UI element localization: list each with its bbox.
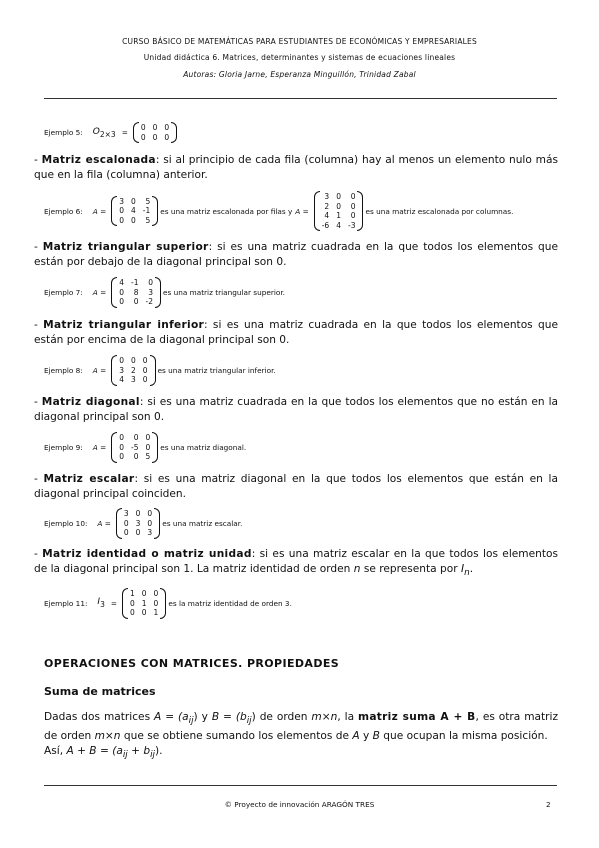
right-bracket (150, 355, 156, 386)
matrix-lhs-2: A = (295, 206, 309, 216)
period: . (469, 563, 474, 575)
term: Matriz triangular inferior (43, 319, 205, 331)
example-10 (44, 508, 242, 539)
matrix-entry: 0 (336, 192, 341, 201)
matrix-entry: 0 (131, 215, 136, 225)
subscript-ij: ij (122, 750, 128, 761)
conjunction: y (201, 711, 208, 723)
paren: ) (193, 711, 198, 723)
suma-text: Dadas dos matrices (44, 711, 151, 723)
matrix-entries (117, 355, 149, 386)
matrix-entry: 0 (141, 589, 147, 598)
matrix-entry: 0 (123, 518, 129, 528)
matrix-entry: 0 (145, 433, 151, 442)
example-label: Ejemplo 5: (44, 128, 83, 137)
example-9 (44, 432, 246, 463)
example-5 (44, 122, 179, 143)
section-title: OPERACIONES CON MATRICES. PROPIEDADES (44, 657, 340, 670)
matrix-entry: 4 (131, 206, 136, 216)
definition-escalonada: - Matriz escalonada: si al principio de cada fila (columna) hay al menos un elemento nulo más que en la fila (columna) anterior. (34, 154, 558, 181)
example-label: Ejemplo 9: (44, 442, 83, 452)
matrix-lhs: A = (92, 442, 107, 452)
right-bracket (152, 196, 158, 227)
matrix-entry: 0 (133, 433, 139, 442)
matrix-entry: 4 (119, 375, 124, 384)
matrix-entry: 0 (350, 201, 356, 211)
matrix-entry: 0 (131, 356, 136, 365)
matrix (111, 355, 155, 386)
definition-triangular-inferior: - Matriz triangular inferior: si es una matriz cuadrada en la que todos los elementos que están por encima de la diagonal principal son 0. (34, 319, 558, 346)
equals-sign: = (110, 598, 117, 608)
paren: ). (154, 745, 163, 758)
matrix-entry: 0 (142, 365, 148, 375)
matrix-entry: 0 (119, 452, 124, 461)
matrix-entry: 1 (141, 598, 147, 608)
matrix-entry: 0 (164, 132, 170, 142)
matrix-entry: 3 (131, 375, 136, 384)
matrix-entry: 3 (135, 518, 141, 528)
footer-credit: © Proyecto de innovación ARAGÓN TRES (224, 800, 375, 809)
matrix-entries (122, 508, 154, 539)
right-bracket (152, 432, 158, 463)
example-text: es una matriz escalonada por filas y (160, 206, 293, 216)
definition-text: : si es una matriz cuadrada en la que todos los elementos que están por encima de la diagonal principal son 0. (34, 319, 558, 346)
example-label: Ejemplo 8: (44, 365, 83, 375)
matrix-entry: 0 (135, 528, 141, 537)
matrix-entry: 3 (119, 196, 124, 206)
suma-text: de orden (259, 711, 308, 723)
matrix-entry: 0 (119, 433, 124, 442)
matrix-entry: 0 (119, 287, 124, 297)
definition-text-2: se representa por (363, 563, 458, 575)
matrix-entry: 0 (119, 215, 124, 225)
matrix-entry: 5 (145, 452, 151, 461)
matrix-entry: 1 (129, 589, 135, 598)
header-course-title: CURSO BÁSICO DE MATEMÁTICAS PARA ESTUDIANTES DE ECONÓMICAS Y EMPRESARIALES (122, 37, 477, 46)
matrix-entry: 3 (123, 509, 129, 518)
suma-paragraph (44, 710, 558, 763)
definition-text: : si es una matriz cuadrada en la que todos los elementos que están por debajo de la diagonal principal son 0. (34, 241, 558, 268)
header-unit-title: Unidad didáctica 6. Matrices, determinantes y sistemas de ecuaciones lineales (143, 53, 456, 62)
matrix-entry: 3 (148, 287, 153, 297)
matrix-entry: 0 (135, 509, 141, 518)
definition-text: : si al principio de cada fila (columna) hay al menos un elemento nulo más que en la fila (columna) anterior. (34, 154, 558, 181)
suma-text: , es otra matriz de orden (44, 711, 559, 743)
matrix-entry: 0 (153, 598, 159, 608)
matrix-entry: 3 (324, 192, 330, 201)
sum-expression: A + B = (a (66, 745, 123, 758)
matrix-entry: -6 (321, 220, 330, 230)
matrix-entry: -1 (142, 206, 151, 216)
matrix-entry: 0 (129, 608, 135, 617)
matrix-lhs: A = (92, 287, 107, 297)
matrix-a: A (352, 730, 360, 743)
matrix-entry: 0 (164, 123, 170, 132)
matrix-entry: 0 (152, 123, 158, 132)
matrix (122, 588, 166, 619)
definition-diagonal: - Matriz diagonal: si es una matriz cuadrada en la que todos los elementos que no están en la diagonal principal son 0. (34, 396, 559, 423)
matrix-entry: 0 (129, 598, 135, 608)
example-text: es la matriz identidad de orden 3. (168, 598, 292, 608)
matrix-entry: 0 (350, 192, 356, 201)
right-bracket (160, 588, 166, 619)
example-text: es una matriz diagonal. (160, 442, 247, 452)
matrix-entry: -5 (131, 442, 139, 452)
matrix-a: A = (a (154, 711, 189, 723)
conjunction: y (362, 730, 370, 743)
matrix-entry: 8 (133, 287, 139, 297)
header-rule (44, 98, 557, 99)
matrix-entries (117, 432, 152, 463)
matrix (111, 432, 158, 463)
example-7 (44, 277, 285, 308)
matrix (133, 122, 177, 143)
matrix-entry: 0 (153, 589, 159, 598)
matrix-entry: 0 (147, 518, 153, 528)
matrix-entry: -2 (145, 297, 153, 306)
suma-text: que se obtiene sumando los elementos de (123, 730, 349, 743)
matrix-entry: 0 (145, 442, 151, 452)
example-text: es una matriz escalar. (162, 518, 243, 528)
right-bracket (155, 277, 161, 308)
matrix-lhs: A = (92, 206, 107, 216)
matrix-entry: 0 (141, 608, 147, 617)
matrix (116, 508, 160, 539)
matrix-subscript: 2×3 (99, 129, 116, 139)
definition-escalar: - Matriz escalar: si es una matriz diagonal en la que todos los elementos que están en la diagonal principal coinciden. (34, 473, 558, 500)
term: Matriz identidad o matriz unidad (42, 548, 252, 560)
definition-text: : si es una matriz escalar en la que todos los elementos de la diagonal principal son 1. La matriz identidad de orden (34, 548, 558, 575)
order: m×n (311, 711, 338, 723)
definition-triangular-superior: - Matriz triangular superior: si es una matriz cuadrada en la que todos los elementos que están por debajo de la diagonal principal son 0. (34, 241, 558, 268)
matrix-entry: 4 (119, 278, 124, 287)
definition-text: : si es una matriz diagonal en la que todos los elementos que están en la diagonal principal coinciden. (34, 473, 558, 500)
matrix-b: B = (b (211, 711, 247, 723)
identity-subscript: 3 (100, 600, 105, 610)
matrix-entry: 0 (142, 356, 148, 365)
suma-text: , la (337, 711, 355, 723)
identity-symbol: I (460, 563, 465, 575)
matrix-entry: 4 (324, 211, 330, 220)
matrix-entry: 5 (145, 196, 151, 206)
matrix-entry: 0 (350, 211, 356, 220)
matrix-entries (139, 122, 171, 143)
example-label: Ejemplo 6: (44, 206, 83, 216)
matrix-columns (314, 191, 364, 231)
term: Matriz escalonada (41, 154, 156, 166)
matrix-entry: 0 (131, 196, 136, 206)
matrix-entry: 0 (147, 509, 153, 518)
matrix-entries (320, 191, 358, 231)
matrix-entry: 0 (119, 297, 124, 306)
suma-term: matriz suma A + B (358, 711, 476, 723)
matrix-entry: 0 (148, 278, 153, 287)
matrix-entry: 2 (324, 201, 330, 211)
matrix-entry: 4 (336, 220, 341, 230)
footer-rule (44, 785, 557, 786)
matrix-entry: 0 (140, 123, 146, 132)
matrix-entry: 1 (153, 608, 159, 617)
matrix-lhs: A = (92, 365, 107, 375)
matrix-entry: 0 (133, 452, 139, 461)
example-label: Ejemplo 11: (44, 598, 88, 608)
example-text: es una matriz triangular superior. (162, 287, 285, 297)
matrix-entries (128, 588, 160, 619)
matrix-entries (117, 196, 152, 227)
example-label: Ejemplo 10: (44, 518, 88, 528)
example-11 (44, 588, 292, 619)
matrix-entries (117, 277, 155, 308)
matrix-rows (111, 196, 158, 227)
suma-text: Así, (44, 745, 64, 758)
suma-text: que ocupan la misma posición. (383, 730, 548, 743)
matrix-entry: -1 (131, 278, 139, 287)
order: m×n (94, 730, 121, 743)
matrix-entry: 0 (152, 132, 158, 142)
identity-subscript: n (464, 568, 470, 579)
matrix-entry: 3 (119, 365, 124, 375)
paren: ) (251, 711, 256, 723)
order-n: n (353, 563, 361, 575)
matrix-entry: 0 (336, 201, 341, 211)
right-bracket (154, 508, 160, 539)
sum-expression: + b (131, 745, 151, 758)
matrix-b: B (372, 730, 380, 743)
right-bracket (171, 122, 177, 143)
identity-symbol: I (97, 597, 101, 608)
definition-text: : si es una matriz cuadrada en la que todos los elementos que no están en la diagonal principal son 0. (34, 396, 559, 423)
right-bracket (357, 191, 363, 231)
subscript-ij: ij (188, 716, 194, 727)
matrix (111, 277, 161, 308)
equals-sign: = (121, 128, 128, 137)
subscript-ij: ij (150, 750, 155, 761)
example-6 (44, 191, 513, 231)
term: Matriz triangular superior (42, 241, 209, 253)
matrix-entry: 0 (119, 356, 124, 365)
matrix-entry: -3 (347, 220, 356, 230)
matrix-entry: 0 (123, 528, 129, 537)
matrix-lhs: A = (97, 518, 111, 528)
header-authors: Autoras: Gloria Jarne, Esperanza Minguillón, Trinidad Zabal (183, 70, 416, 79)
term: Matriz diagonal (41, 396, 140, 408)
matrix-entry: 2 (131, 365, 136, 375)
page-number: 2 (546, 800, 551, 809)
matrix-entry: 0 (119, 442, 124, 452)
matrix-entry: 0 (142, 375, 148, 384)
matrix-entry: 5 (145, 215, 151, 225)
matrix-entry: 0 (133, 297, 139, 306)
matrix-entry: 1 (336, 211, 341, 220)
matrix-entry: 0 (119, 206, 124, 216)
example-text: es una matriz triangular inferior. (157, 365, 276, 375)
matrix-entry: 0 (140, 132, 146, 142)
subsection-title: Suma de matrices (44, 685, 156, 698)
matrix-entry: 3 (147, 528, 153, 537)
matrix-symbol: O (92, 126, 100, 137)
subscript-ij: ij (246, 716, 252, 727)
example-text-end: es una matriz escalonada por columnas. (365, 206, 514, 216)
example-label: Ejemplo 7: (44, 287, 83, 297)
definition-identidad: - Matriz identidad o matriz unidad: si es una matriz escalar en la que todos los elementos de la diagonal principal son 1. La matriz identidad de orden n se representa por $I_n$. (34, 548, 558, 579)
term: Matriz escalar (43, 473, 135, 485)
example-8 (44, 355, 276, 386)
